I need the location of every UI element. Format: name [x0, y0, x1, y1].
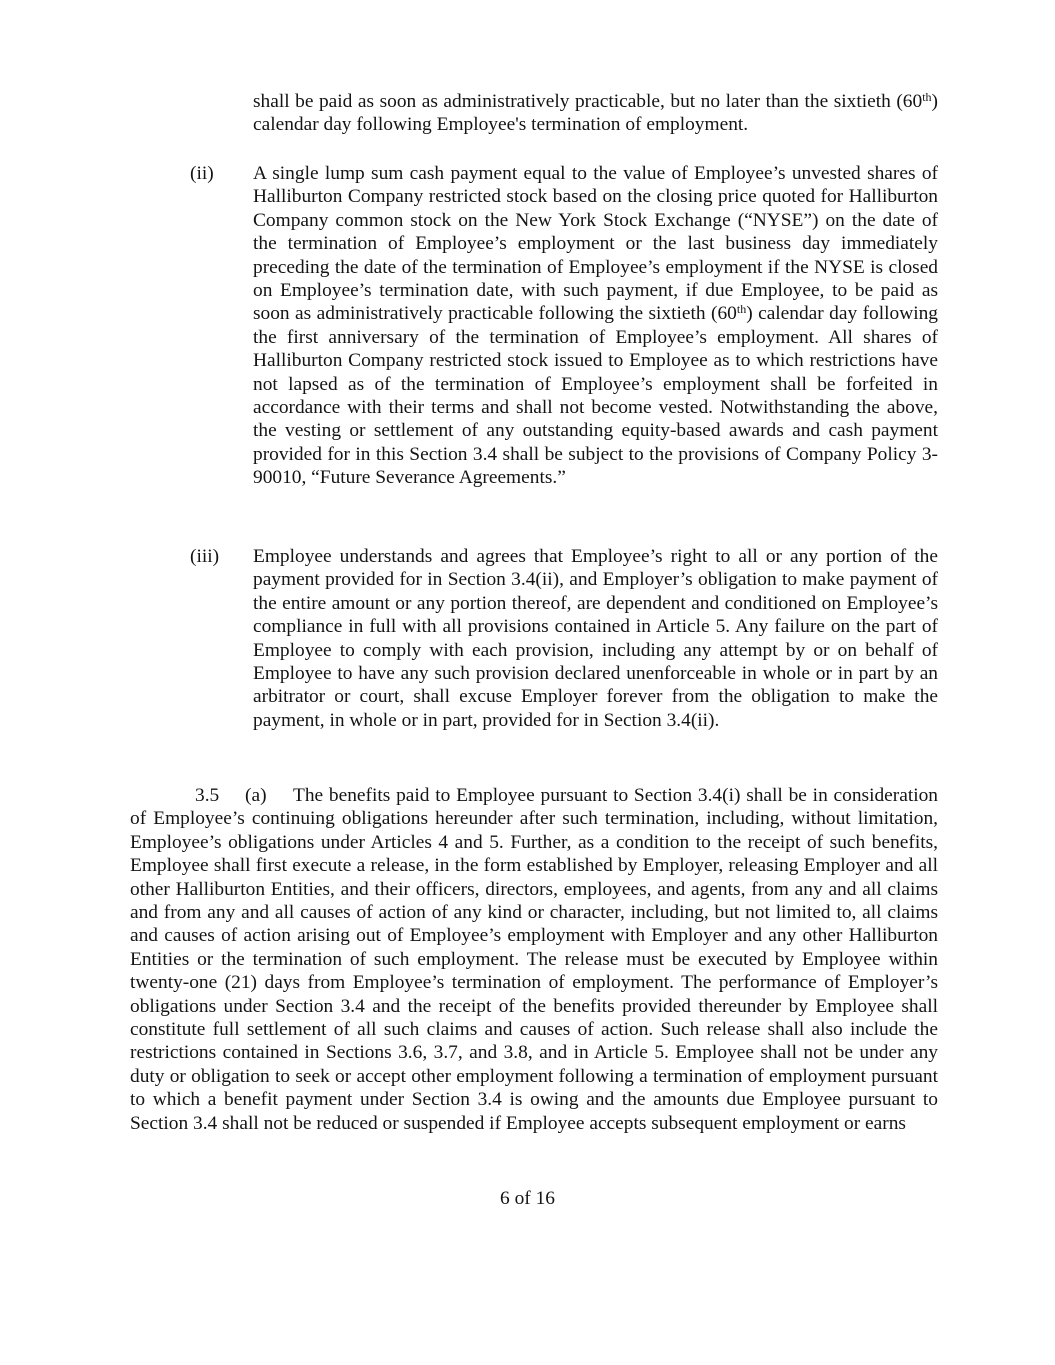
ordinal-superscript: th — [736, 302, 747, 317]
continuation-text-end: ) calendar day following Employee's termination of employment. — [253, 91, 938, 136]
continuation-text-start: shall be paid as soon as administratively practicable, but no later than the sixtieth (60 — [253, 91, 923, 112]
item-ii-text-part1: A single lump sum cash payment equal to the value of Employee’s unvested shares of Halliburton Company restricted stock based on the closing price quoted for Halliburton Company common stock on the New York Stock Exchange (“NYSE”) on the date of the termination of Employee’s employment or the last business day immediately preceding the date of the termination of Employee’s employment if the NYSE is closed on Employee’s termination date, with such payment, if due Employee, to be paid as soon as administratively practicable following the sixtieth (60 — [253, 163, 938, 325]
item-ii-label: (ii) — [190, 163, 214, 184]
item-ii-text-part2: ) calendar day following the first anniversary of the termination of Employee’s employment. All shares of Halliburton Company restricted stock issued to Employee as to which restrictions have not lapsed as of the termination of Employee’s employment shall be forfeited in accordance with their terms and shall not become vested. Notwithstanding the above, the vesting or settlement of any outstanding equity-based awards and cash payment provided for in this Section 3.4 shall be subject to the provisions of Company Policy 3-90010, “Future Severance Agreements.” — [253, 303, 938, 489]
ordinal-superscript: th — [922, 90, 932, 104]
section-3-5-paragraph — [130, 784, 938, 1135]
section-3-5-text: The benefits paid to Employee pursuant to Section 3.4(i) shall be in consideration of Employee’s continuing obligations hereunder after such termination, including, without limitation, Employee’s obligations under Articles 4 and 5. Further, as a condition to the receipt of such benefits, Employee shall first execute a release, in the form established by Employer, releasing Employer and all other Halliburton Entities, and their officers, directors, employees, and agents, from any and all claims and from any and all causes of action of any kind or character, including, but not limited to, all claims and causes of action arising out of Employee’s employment with Employer and any other Halliburton Entities or the termination of such employment. The release must be executed by Employee within twenty-one (21) days from Employee’s termination of employment. The performance of Employer’s obligations under Section 3.4 and the receipt of the benefits provided thereunder by Employee shall constitute full settlement of all such claims and causes of action. Such release shall also include the restrictions contained in Sections 3.6, 3.7, and 3.8, and in Article 5. Employee shall not be under any duty or obligation to seek or accept other employment following a termination of employment pursuant to which a benefit payment under Section 3.4 is owing and the amounts due Employee pursuant to Section 3.4 shall not be reduced or suspended if Employee accepts subsequent employment or earns — [130, 785, 938, 1134]
subsection-label: (a) — [245, 785, 267, 806]
page-number: 6 of 16 — [500, 1188, 555, 1209]
section-number: 3.5 — [195, 785, 220, 806]
item-ii-paragraph — [253, 162, 938, 490]
continuation-paragraph — [253, 90, 938, 137]
item-iii-label: (iii) — [190, 546, 220, 567]
item-iii-paragraph: Employee understands and agrees that Employee’s right to all or any portion of the payment provided for in Section 3.4(ii), and Employer’s obligation to make payment of the entire amount or any portion thereof, are dependent and conditioned on Employee’s compliance in full with all provisions contained in Article 5. Any failure on the part of Employee to comply with each provision, including any attempt by or on behalf of Employee to have any such provision declared unenforceable in whole or in part by an arbitrator or court, shall excuse Employer forever from the obligation to make the payment, in whole or in part, provided for in Section 3.4(ii). — [253, 546, 938, 731]
